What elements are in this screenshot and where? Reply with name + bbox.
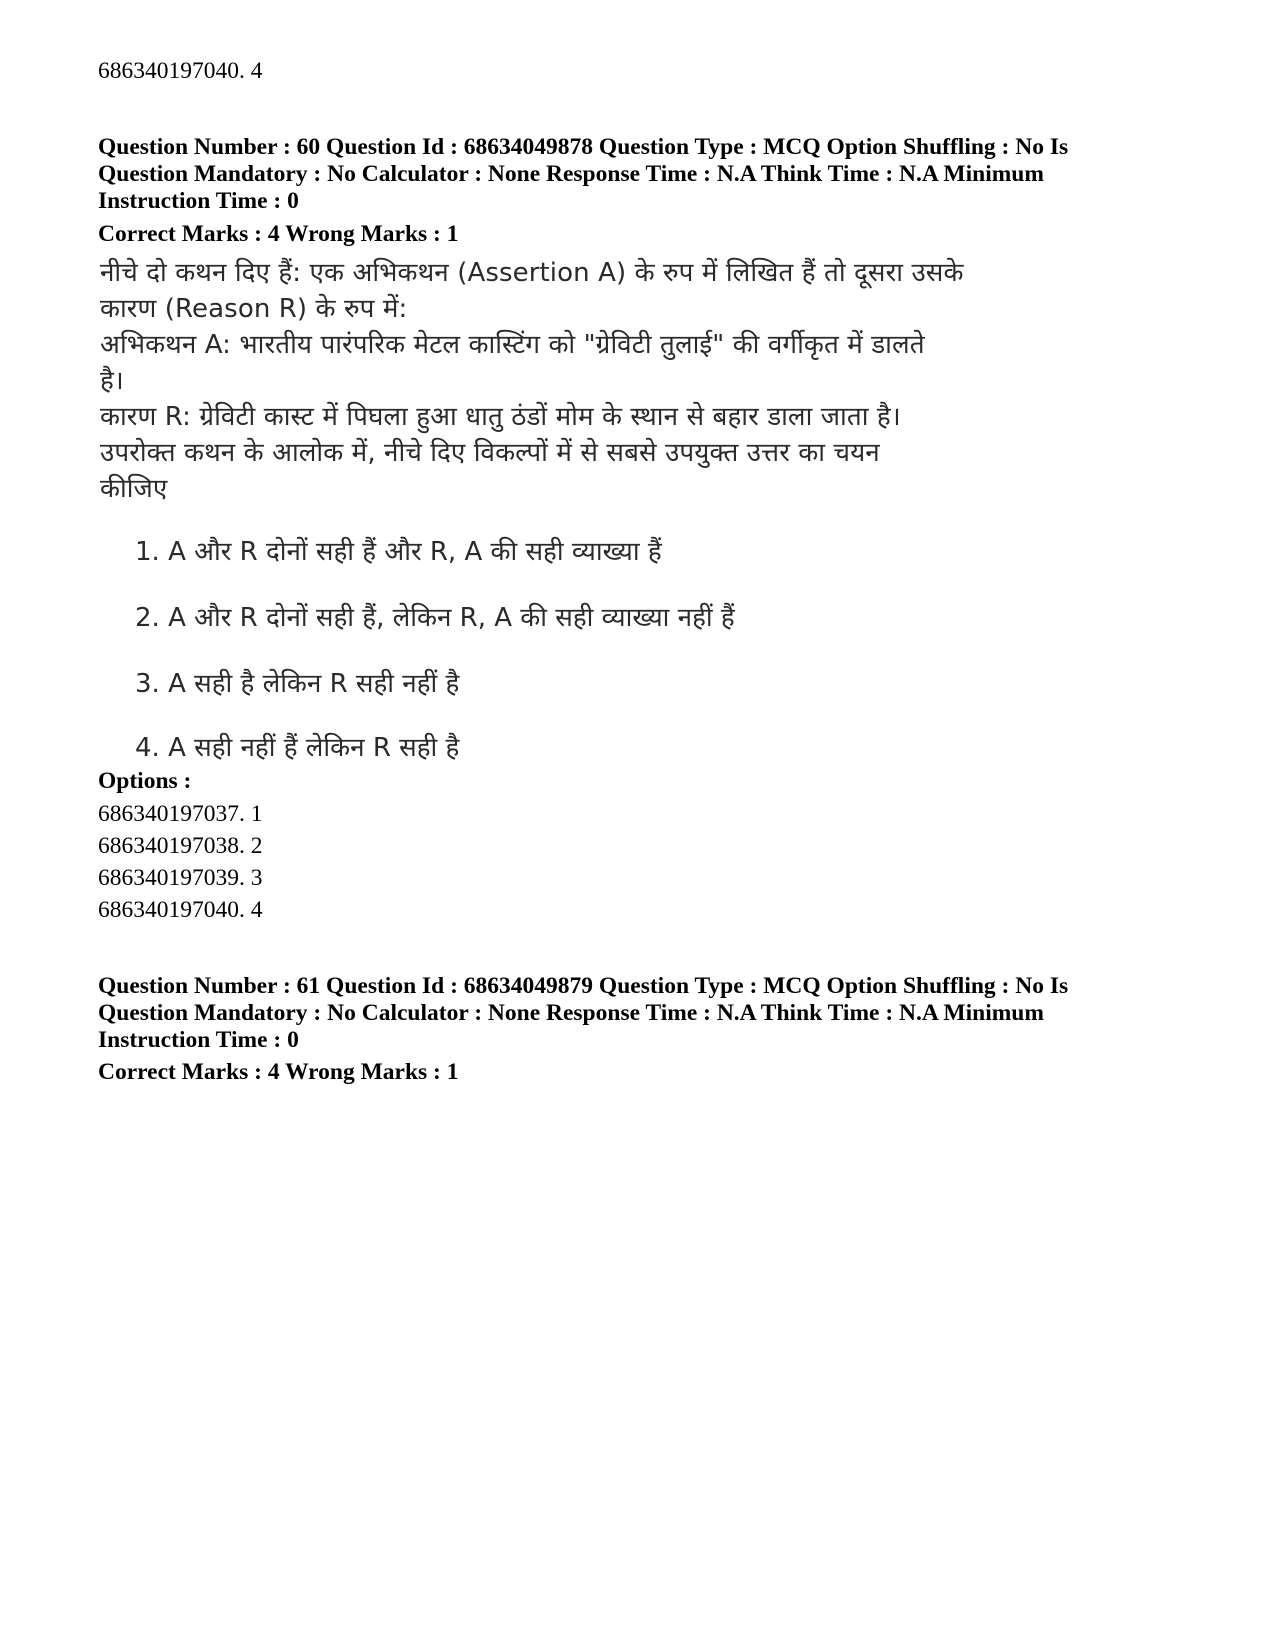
q60-option-2: 686340197038. 2 — [98, 833, 263, 859]
q61-marks: Correct Marks : 4 Wrong Marks : 1 — [98, 1059, 459, 1085]
q60-choice-3: 3. A सही है लेकिन R सही नहीं है — [135, 669, 460, 699]
q60-header-line-1: Question Number : 60 Question Id : 68634049878 Question Type : MCQ Option Shuffling : No Is — [98, 134, 1069, 160]
q60-marks: Correct Marks : 4 Wrong Marks : 1 — [98, 221, 459, 247]
q60-choice-1: 1. A और R दोनों सही हैं और R, A की सही व्याख्या हैं — [135, 537, 662, 567]
q60-option-1: 686340197037. 1 — [98, 801, 263, 827]
q60-header-line-2: Question Mandatory : No Calculator : None Response Time : N.A Think Time : N.A Minimum — [98, 161, 1044, 187]
q60-options-label: Options : — [98, 768, 192, 794]
q60-question-line-6: उपरोक्त कथन के आलोक में, नीचे दिए विकल्पों में से सबसे उपयुक्त उत्तर का चयन — [100, 438, 880, 468]
q60-option-3: 686340197039. 3 — [98, 865, 263, 891]
q61-header-line-2: Question Mandatory : No Calculator : None Response Time : N.A Think Time : N.A Minimum — [98, 1000, 1044, 1026]
previous-option-line: 686340197040. 4 — [98, 58, 263, 84]
q60-question-line-7: कीजिए — [100, 474, 168, 504]
q60-question-line-2: कारण (Reason R) के रुप में: — [100, 294, 408, 324]
q61-header-line-1: Question Number : 61 Question Id : 68634049879 Question Type : MCQ Option Shuffling : No Is — [98, 973, 1069, 999]
q60-option-4: 686340197040. 4 — [98, 897, 263, 923]
q60-question-line-5: कारण R: ग्रेविटी कास्ट में पिघला हुआ धातु ठंडों मोम के स्थान से बहार डाला जाता है। — [100, 402, 901, 432]
q60-question-line-4: है। — [100, 366, 124, 396]
q60-header-line-3: Instruction Time : 0 — [98, 188, 299, 214]
q60-question-line-1: नीचे दो कथन दिए हैं: एक अभिकथन (Assertion A) के रुप में लिखित हैं तो दूसरा उसके — [100, 258, 964, 288]
q60-choice-4: 4. A सही नहीं हैं लेकिन R सही है — [135, 733, 460, 763]
q61-header-line-3: Instruction Time : 0 — [98, 1027, 299, 1053]
q60-choice-2: 2. A और R दोनों सही हैं, लेकिन R, A की सही व्याख्या नहीं हैं — [135, 603, 735, 633]
q60-question-line-3: अभिकथन A: भारतीय पारंपरिक मेटल कास्टिंग को "ग्रेविटी तुलाई" की वर्गीकृत में डालते — [100, 330, 925, 360]
